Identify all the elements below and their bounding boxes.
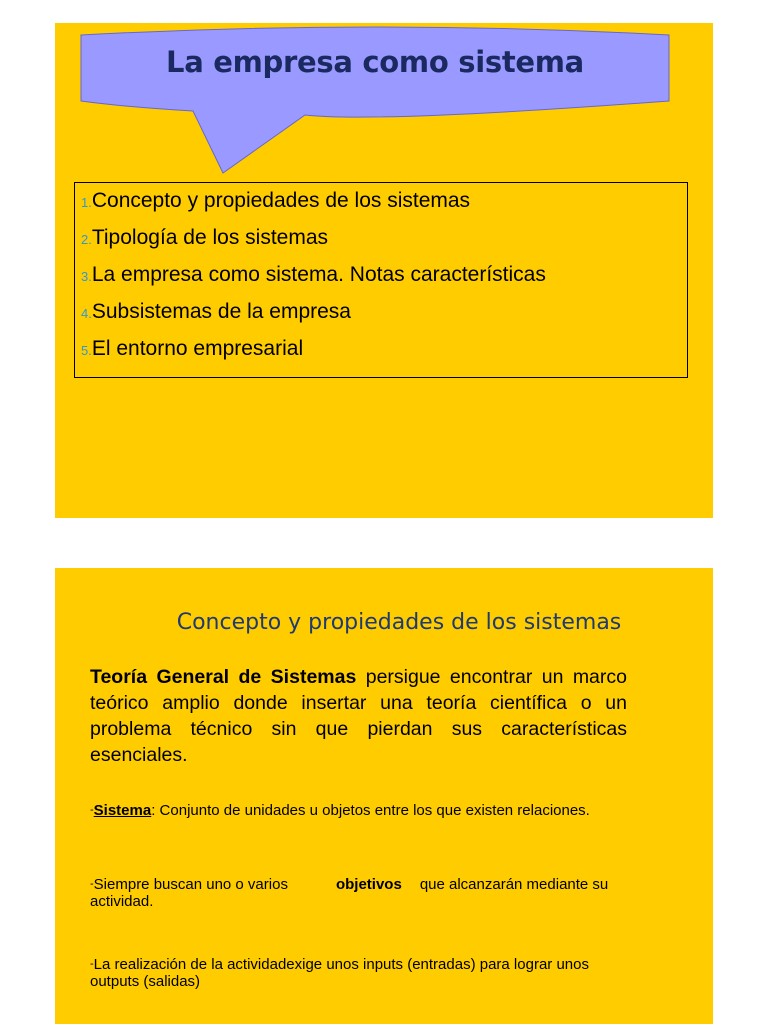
intro-text: persigue encontrar un marco teórico amplio donde insertar una teoría científica o un problema técnico sin que pierdan sus características esenciales.: [90, 666, 627, 766]
outline-label: Subsistemas de la empresa: [91, 300, 351, 323]
outline-label: La empresa como sistema. Notas características: [91, 263, 546, 286]
bullet-dash: -: [90, 958, 94, 970]
slide-2-title: Concepto y propiedades de los sistemas: [176, 610, 622, 635]
outline-item-3: [81, 263, 687, 300]
bullet-term-objetivos: objetivos: [335, 876, 402, 893]
bullet-dash: -: [90, 878, 94, 890]
outline-item-1: [81, 189, 687, 226]
slide-1: [55, 23, 713, 518]
outline-item-4: [81, 300, 687, 337]
outline-label: Tipología de los sistemas: [91, 226, 329, 249]
slide-2: [55, 568, 713, 1024]
bullet-text: que alcanzarán mediante su actividad.: [90, 876, 609, 910]
bullet-text: : Conjunto de unidades u objetos entre los que existen relaciones.: [151, 802, 590, 819]
intro-paragraph: [90, 664, 627, 768]
outline-number: 4.: [81, 306, 92, 321]
outline-number: 2.: [81, 232, 92, 247]
outline-item-5: [81, 337, 687, 374]
bullet-text: Siempre buscan uno o varios: [93, 876, 288, 893]
outline-number: 5.: [81, 343, 92, 358]
outline-label: El entorno empresarial: [91, 337, 304, 360]
bullet-objetivos: [90, 876, 630, 910]
bullet-inputs-outputs: [90, 956, 630, 990]
outline-list: [74, 182, 688, 378]
outline-number: 3.: [81, 269, 92, 284]
bullet-sistema: [90, 802, 630, 819]
bullet-dash: -: [90, 804, 94, 816]
bullet-text: La realización de la actividadexige unos inputs (entradas) para lograr unos outputs (salidas): [90, 956, 589, 990]
outline-number: 1.: [81, 195, 92, 210]
outline-label: Concepto y propiedades de los sistemas: [91, 189, 471, 212]
outline-item-2: [81, 226, 687, 263]
slide-1-title: La empresa como sistema: [166, 45, 584, 79]
intro-bold-term: Teoría General de Sistemas: [90, 666, 357, 688]
bullet-term-sistema: Sistema: [93, 802, 152, 819]
